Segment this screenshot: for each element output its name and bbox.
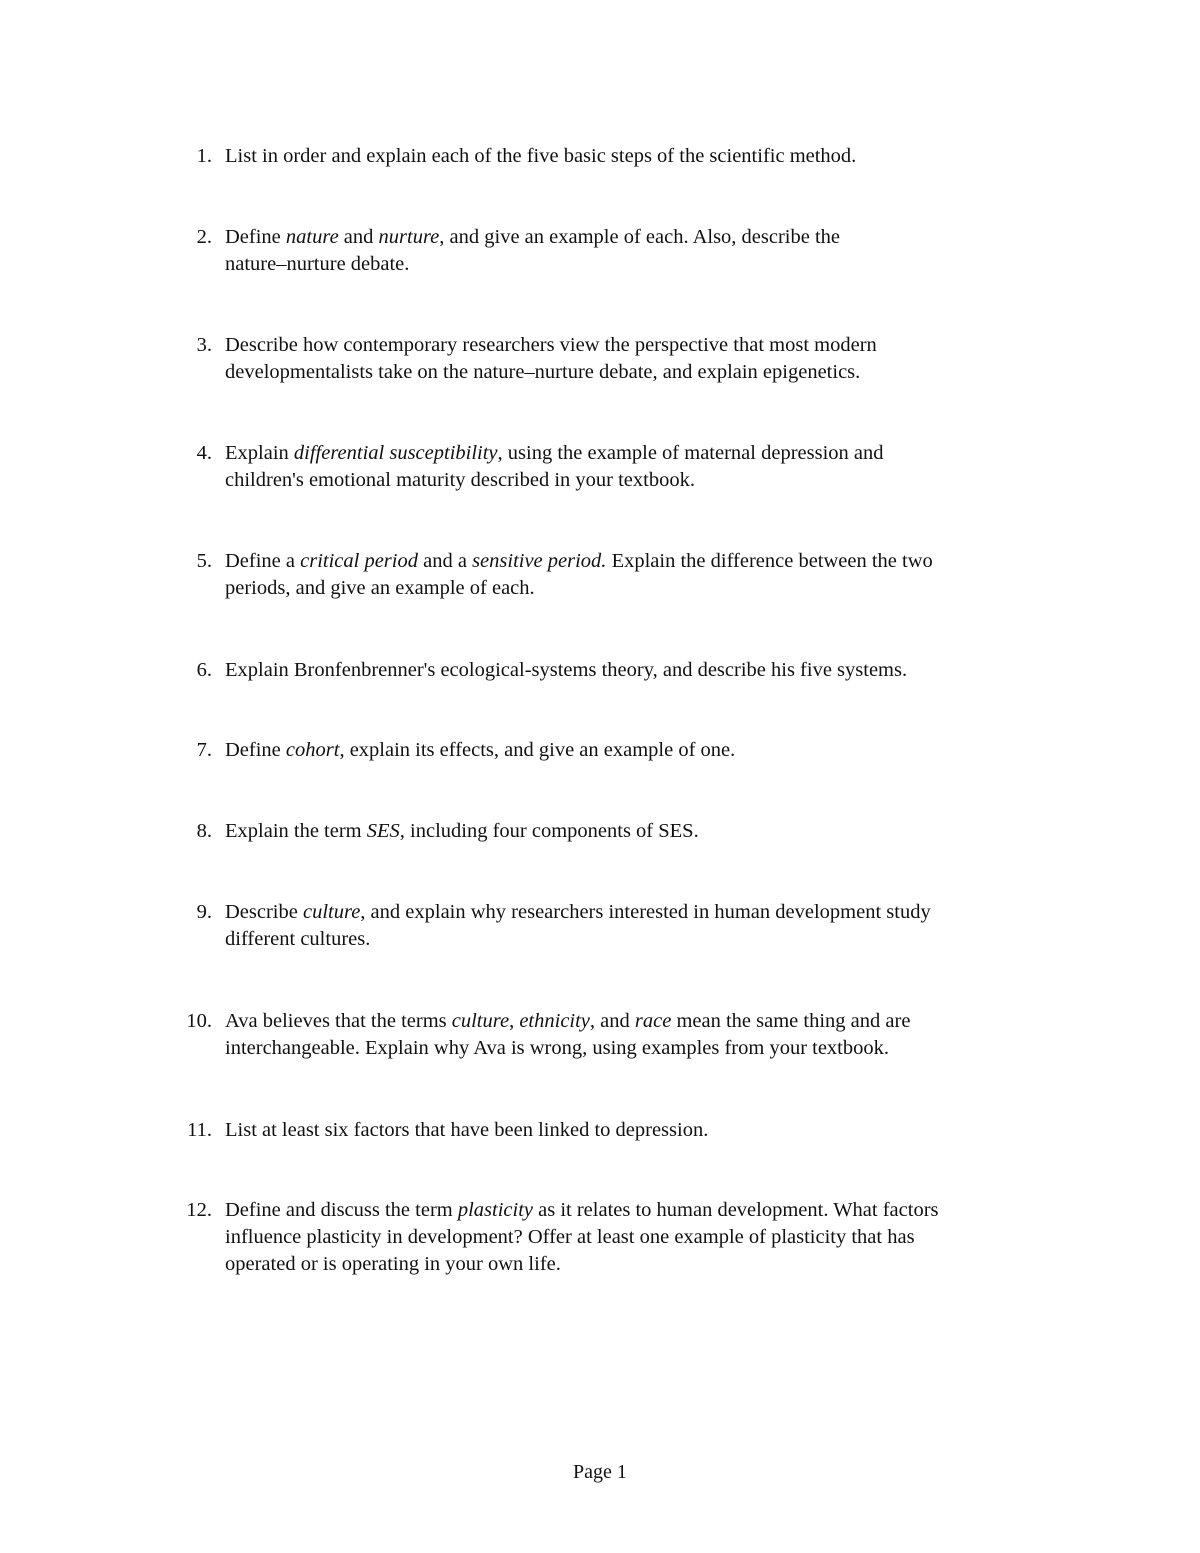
question-line bbox=[225, 1035, 1065, 1062]
italic-term: sensitive period. bbox=[472, 550, 607, 572]
question-number: 8. bbox=[196, 820, 212, 842]
question-number: 6. bbox=[196, 659, 212, 681]
question-line bbox=[225, 1251, 1065, 1278]
question-line bbox=[225, 440, 1065, 467]
question-text bbox=[225, 224, 1065, 278]
question-text bbox=[225, 1008, 1065, 1062]
question-text bbox=[225, 1197, 1065, 1278]
text-segment: Explain Bronfenbrenner's ecological-systems theory, and describe his five systems. bbox=[225, 659, 908, 681]
italic-term: culture bbox=[451, 1010, 510, 1032]
question-text bbox=[225, 548, 1065, 602]
question-text bbox=[225, 737, 1065, 764]
question-line bbox=[225, 899, 1065, 926]
question-number: 4. bbox=[196, 442, 212, 464]
italic-term: differential susceptibility bbox=[293, 442, 498, 464]
question-text bbox=[225, 440, 1065, 494]
question-text bbox=[225, 143, 1065, 170]
question-text bbox=[225, 1117, 1065, 1144]
text-segment: mean the same thing and are bbox=[671, 1010, 911, 1032]
text-segment: operated or is operating in your own life. bbox=[225, 1253, 561, 1275]
text-segment: Describe how contemporary researchers view the perspective that most modern bbox=[225, 334, 877, 356]
text-segment: and bbox=[338, 226, 379, 248]
question-line bbox=[225, 926, 1065, 953]
text-segment: List at least six factors that have been linked to depression. bbox=[225, 1119, 709, 1141]
question-line bbox=[225, 332, 1065, 359]
text-segment: Define bbox=[225, 739, 286, 761]
italic-term: race bbox=[634, 1010, 672, 1032]
text-segment: different cultures. bbox=[225, 928, 371, 950]
text-segment: Describe bbox=[225, 901, 303, 923]
text-segment: influence plasticity in development? Offer at least one example of plasticity that has bbox=[225, 1226, 915, 1248]
question-line bbox=[225, 224, 1065, 251]
question-number: 1. bbox=[196, 145, 212, 167]
text-segment: children's emotional maturity described in your textbook. bbox=[225, 469, 695, 491]
text-segment: and a bbox=[417, 550, 473, 572]
text-segment: , and give an example of each. Also, describe the bbox=[439, 226, 841, 248]
italic-term: nature bbox=[285, 226, 339, 248]
italic-term: plasticity bbox=[457, 1199, 533, 1221]
italic-term: cohort bbox=[285, 739, 340, 761]
question-text bbox=[225, 818, 1065, 845]
question-number: 11. bbox=[187, 1119, 212, 1141]
question-number: 12. bbox=[186, 1199, 212, 1221]
question-number: 3. bbox=[196, 334, 212, 356]
question-text bbox=[225, 899, 1065, 953]
text-segment: , and explain why researchers interested in human development study bbox=[360, 901, 931, 923]
question-line bbox=[225, 1197, 1065, 1224]
text-segment: , using the example of maternal depression and bbox=[497, 442, 884, 464]
text-segment: Explain bbox=[225, 442, 294, 464]
text-segment: Explain the difference between the two bbox=[606, 550, 933, 572]
question-number: 7. bbox=[196, 739, 212, 761]
text-segment: Explain the term bbox=[225, 820, 367, 842]
text-segment: List in order and explain each of the five basic steps of the scientific method. bbox=[225, 145, 857, 167]
question-line bbox=[225, 548, 1065, 575]
italic-term: nurture bbox=[378, 226, 440, 248]
text-segment: , bbox=[509, 1010, 520, 1032]
question-line bbox=[225, 575, 1065, 602]
text-segment: Define bbox=[225, 226, 286, 248]
question-line bbox=[225, 1224, 1065, 1251]
question-number: 2. bbox=[196, 226, 212, 248]
text-segment: , explain its effects, and give an example of one. bbox=[339, 739, 736, 761]
text-segment: interchangeable. Explain why Ava is wrong, using examples from your textbook. bbox=[225, 1037, 890, 1059]
question-text bbox=[225, 657, 1065, 684]
question-line bbox=[225, 657, 1065, 684]
text-segment: , and bbox=[589, 1010, 635, 1032]
question-line bbox=[225, 359, 1065, 386]
italic-term: SES bbox=[366, 820, 400, 842]
question-line bbox=[225, 1008, 1065, 1035]
question-line bbox=[225, 143, 1065, 170]
question-line bbox=[225, 1117, 1065, 1144]
text-segment: as it relates to human development. What factors bbox=[533, 1199, 939, 1221]
question-line bbox=[225, 251, 1065, 278]
italic-term: ethnicity bbox=[519, 1010, 590, 1032]
text-segment: Ava believes that the terms bbox=[225, 1010, 452, 1032]
text-segment: Define a bbox=[225, 550, 301, 572]
question-number: 5. bbox=[196, 550, 212, 572]
text-segment: periods, and give an example of each. bbox=[225, 577, 535, 599]
question-line bbox=[225, 737, 1065, 764]
question-text bbox=[225, 332, 1065, 386]
question-line bbox=[225, 467, 1065, 494]
question-line bbox=[225, 818, 1065, 845]
text-segment: developmentalists take on the nature–nurture debate, and explain epigenetics. bbox=[225, 361, 861, 383]
text-segment: nature–nurture debate. bbox=[225, 253, 410, 275]
question-number: 9. bbox=[196, 901, 212, 923]
text-segment: , including four components of SES. bbox=[399, 820, 699, 842]
italic-term: culture bbox=[302, 901, 361, 923]
italic-term: critical period bbox=[300, 550, 418, 572]
page-footer: Page 1 bbox=[573, 1461, 627, 1483]
text-segment: Define and discuss the term bbox=[225, 1199, 458, 1221]
question-number: 10. bbox=[186, 1010, 212, 1032]
